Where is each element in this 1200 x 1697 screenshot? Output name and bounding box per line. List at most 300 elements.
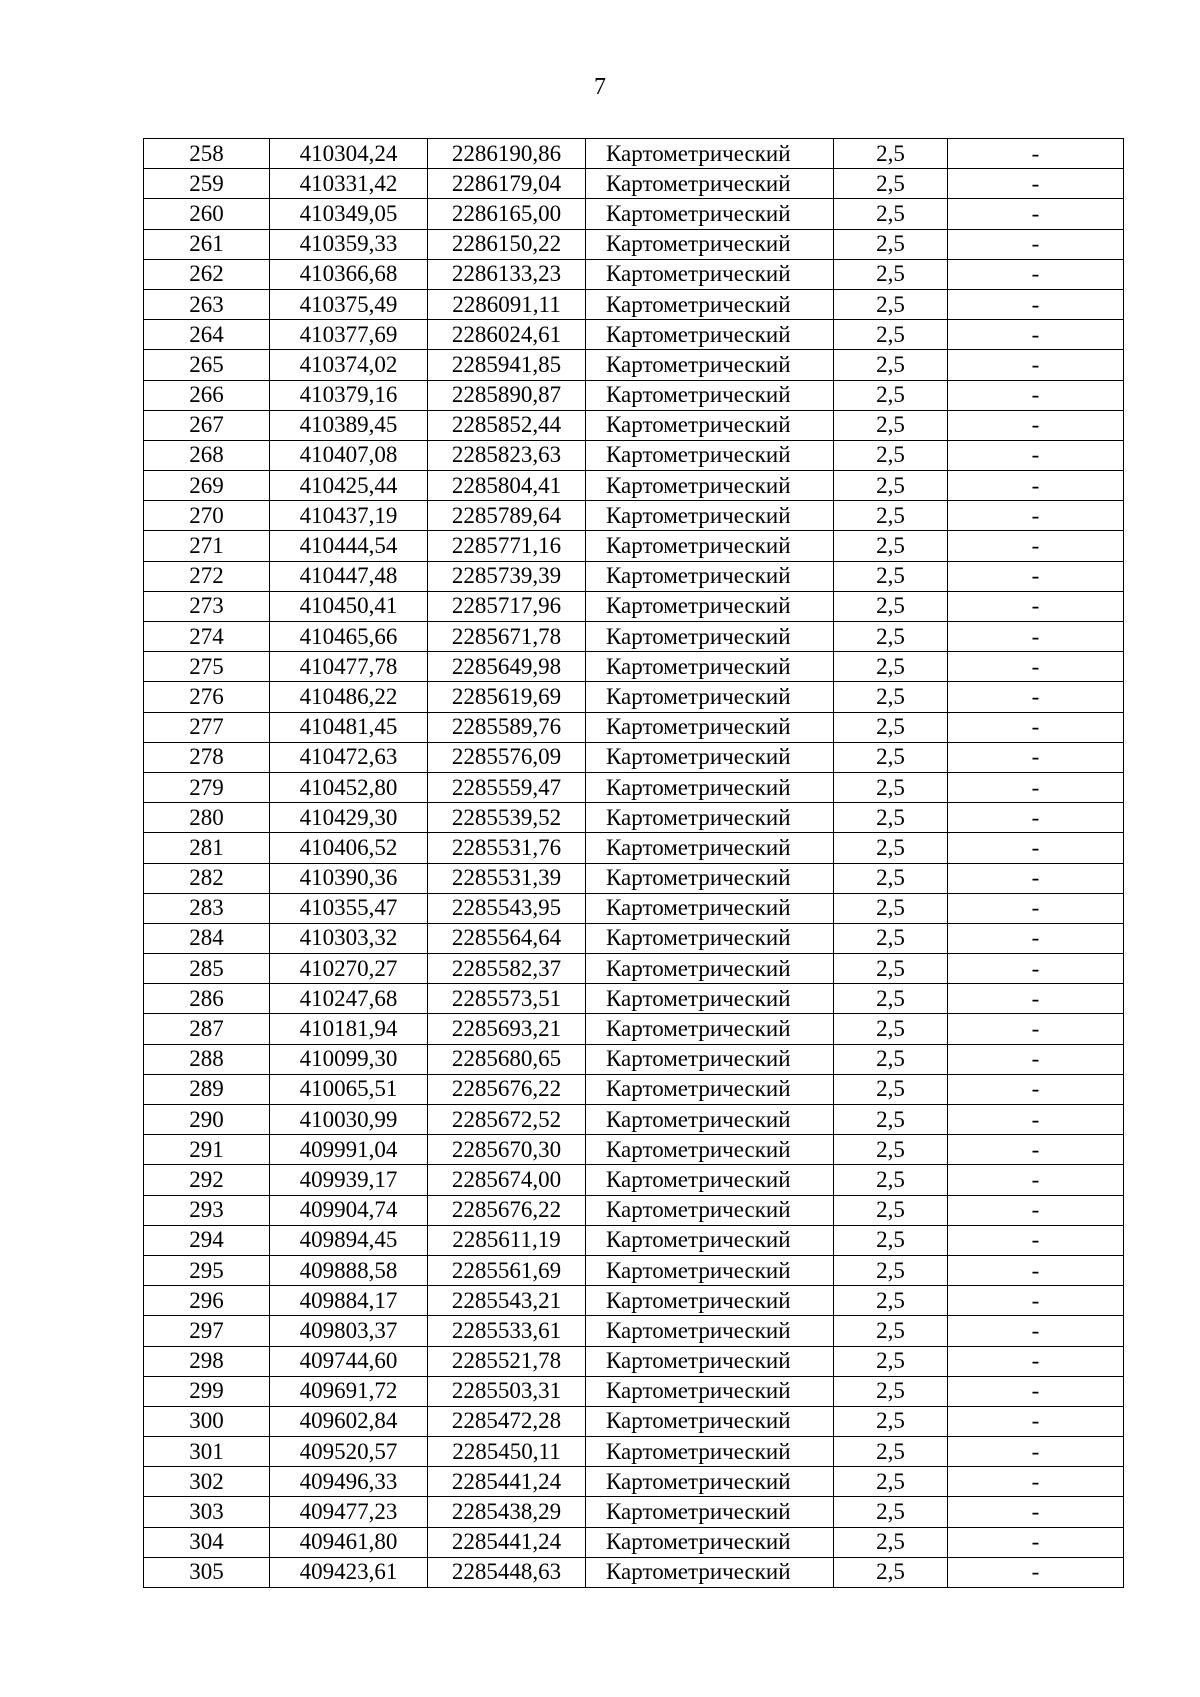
point-number-cell: 266 [144, 380, 270, 410]
point-number-cell: 303 [144, 1497, 270, 1527]
accuracy-cell: 2,5 [834, 833, 948, 863]
table-row [144, 1044, 1124, 1074]
point-number-cell: 262 [144, 259, 270, 289]
accuracy-cell: 2,5 [834, 531, 948, 561]
point-number-cell: 301 [144, 1437, 270, 1467]
x-coordinate-cell: 410465,66 [270, 622, 428, 652]
method-cell: Картометрический [586, 199, 834, 229]
point-number-cell: 296 [144, 1286, 270, 1316]
table-row [144, 1406, 1124, 1436]
accuracy-cell: 2,5 [834, 1195, 948, 1225]
point-number-cell: 268 [144, 440, 270, 470]
y-coordinate-cell: 2285438,29 [428, 1497, 586, 1527]
table-row [144, 1014, 1124, 1044]
description-cell: - [948, 440, 1124, 470]
table-row [144, 350, 1124, 380]
x-coordinate-cell: 410472,63 [270, 742, 428, 772]
accuracy-cell: 2,5 [834, 772, 948, 802]
y-coordinate-cell: 2285771,16 [428, 531, 586, 561]
description-cell: - [948, 320, 1124, 350]
x-coordinate-cell: 410377,69 [270, 320, 428, 350]
point-number-cell: 270 [144, 501, 270, 531]
description-cell: - [948, 1527, 1124, 1557]
table-row [144, 1195, 1124, 1225]
description-cell: - [948, 1286, 1124, 1316]
method-cell: Картометрический [586, 954, 834, 984]
x-coordinate-cell: 410429,30 [270, 803, 428, 833]
y-coordinate-cell: 2285619,69 [428, 682, 586, 712]
description-cell: - [948, 229, 1124, 259]
x-coordinate-cell: 410481,45 [270, 712, 428, 742]
y-coordinate-cell: 2285539,52 [428, 803, 586, 833]
x-coordinate-cell: 410406,52 [270, 833, 428, 863]
description-cell: - [948, 682, 1124, 712]
table-row [144, 1557, 1124, 1587]
accuracy-cell: 2,5 [834, 591, 948, 621]
accuracy-cell: 2,5 [834, 863, 948, 893]
point-number-cell: 261 [144, 229, 270, 259]
table-row [144, 410, 1124, 440]
description-cell: - [948, 1557, 1124, 1587]
y-coordinate-cell: 2285503,31 [428, 1376, 586, 1406]
description-cell: - [948, 591, 1124, 621]
x-coordinate-cell: 410437,19 [270, 501, 428, 531]
table-row [144, 652, 1124, 682]
y-coordinate-cell: 2286179,04 [428, 169, 586, 199]
method-cell: Картометрический [586, 169, 834, 199]
description-cell: - [948, 1316, 1124, 1346]
x-coordinate-cell: 410374,02 [270, 350, 428, 380]
method-cell: Картометрический [586, 1557, 834, 1587]
point-number-cell: 304 [144, 1527, 270, 1557]
table-body [144, 139, 1124, 1588]
accuracy-cell: 2,5 [834, 1165, 948, 1195]
table-row [144, 833, 1124, 863]
table-row [144, 1437, 1124, 1467]
method-cell: Картометрический [586, 259, 834, 289]
point-number-cell: 265 [144, 350, 270, 380]
description-cell: - [948, 139, 1124, 169]
table-row [144, 471, 1124, 501]
method-cell: Картометрический [586, 893, 834, 923]
y-coordinate-cell: 2285559,47 [428, 772, 586, 802]
point-number-cell: 305 [144, 1557, 270, 1587]
x-coordinate-cell: 410390,36 [270, 863, 428, 893]
method-cell: Картометрический [586, 1437, 834, 1467]
x-coordinate-cell: 410447,48 [270, 561, 428, 591]
point-number-cell: 285 [144, 954, 270, 984]
y-coordinate-cell: 2285890,87 [428, 380, 586, 410]
point-number-cell: 258 [144, 139, 270, 169]
table-row [144, 139, 1124, 169]
accuracy-cell: 2,5 [834, 169, 948, 199]
accuracy-cell: 2,5 [834, 1105, 948, 1135]
y-coordinate-cell: 2286165,00 [428, 199, 586, 229]
y-coordinate-cell: 2285573,51 [428, 984, 586, 1014]
point-number-cell: 269 [144, 471, 270, 501]
x-coordinate-cell: 410030,99 [270, 1105, 428, 1135]
point-number-cell: 274 [144, 622, 270, 652]
point-number-cell: 295 [144, 1255, 270, 1285]
accuracy-cell: 2,5 [834, 622, 948, 652]
description-cell: - [948, 1255, 1124, 1285]
point-number-cell: 282 [144, 863, 270, 893]
table-row [144, 561, 1124, 591]
accuracy-cell: 2,5 [834, 350, 948, 380]
y-coordinate-cell: 2286091,11 [428, 289, 586, 319]
accuracy-cell: 2,5 [834, 1467, 948, 1497]
x-coordinate-cell: 410303,32 [270, 923, 428, 953]
point-number-cell: 276 [144, 682, 270, 712]
accuracy-cell: 2,5 [834, 712, 948, 742]
description-cell: - [948, 501, 1124, 531]
table-row [144, 712, 1124, 742]
point-number-cell: 260 [144, 199, 270, 229]
accuracy-cell: 2,5 [834, 410, 948, 440]
accuracy-cell: 2,5 [834, 1557, 948, 1587]
x-coordinate-cell: 409991,04 [270, 1135, 428, 1165]
description-cell: - [948, 833, 1124, 863]
accuracy-cell: 2,5 [834, 1316, 948, 1346]
method-cell: Картометрический [586, 1044, 834, 1074]
point-number-cell: 264 [144, 320, 270, 350]
accuracy-cell: 2,5 [834, 742, 948, 772]
table-row [144, 803, 1124, 833]
table-row [144, 1376, 1124, 1406]
point-number-cell: 263 [144, 289, 270, 319]
x-coordinate-cell: 409691,72 [270, 1376, 428, 1406]
accuracy-cell: 2,5 [834, 1074, 948, 1104]
table-row [144, 1135, 1124, 1165]
description-cell: - [948, 471, 1124, 501]
method-cell: Картометрический [586, 561, 834, 591]
description-cell: - [948, 863, 1124, 893]
description-cell: - [948, 1165, 1124, 1195]
method-cell: Картометрический [586, 1346, 834, 1376]
method-cell: Картометрический [586, 1286, 834, 1316]
x-coordinate-cell: 410099,30 [270, 1044, 428, 1074]
x-coordinate-cell: 410181,94 [270, 1014, 428, 1044]
x-coordinate-cell: 410304,24 [270, 139, 428, 169]
method-cell: Картометрический [586, 1105, 834, 1135]
method-cell: Картометрический [586, 289, 834, 319]
table-row [144, 923, 1124, 953]
y-coordinate-cell: 2285576,09 [428, 742, 586, 772]
y-coordinate-cell: 2286150,22 [428, 229, 586, 259]
description-cell: - [948, 622, 1124, 652]
x-coordinate-cell: 410450,41 [270, 591, 428, 621]
method-cell: Картометрический [586, 1014, 834, 1044]
point-number-cell: 277 [144, 712, 270, 742]
description-cell: - [948, 1376, 1124, 1406]
table-row [144, 622, 1124, 652]
x-coordinate-cell: 409884,17 [270, 1286, 428, 1316]
x-coordinate-cell: 409939,17 [270, 1165, 428, 1195]
method-cell: Картометрический [586, 1376, 834, 1406]
table-row [144, 501, 1124, 531]
method-cell: Картометрический [586, 139, 834, 169]
accuracy-cell: 2,5 [834, 954, 948, 984]
table-row [144, 1346, 1124, 1376]
description-cell: - [948, 380, 1124, 410]
method-cell: Картометрический [586, 501, 834, 531]
x-coordinate-cell: 410270,27 [270, 954, 428, 984]
x-coordinate-cell: 409744,60 [270, 1346, 428, 1376]
x-coordinate-cell: 409496,33 [270, 1467, 428, 1497]
point-number-cell: 267 [144, 410, 270, 440]
y-coordinate-cell: 2285564,64 [428, 923, 586, 953]
description-cell: - [948, 742, 1124, 772]
y-coordinate-cell: 2286190,86 [428, 139, 586, 169]
x-coordinate-cell: 409888,58 [270, 1255, 428, 1285]
point-number-cell: 288 [144, 1044, 270, 1074]
accuracy-cell: 2,5 [834, 1135, 948, 1165]
point-number-cell: 281 [144, 833, 270, 863]
x-coordinate-cell: 409461,80 [270, 1527, 428, 1557]
method-cell: Картометрический [586, 1135, 834, 1165]
y-coordinate-cell: 2285531,76 [428, 833, 586, 863]
accuracy-cell: 2,5 [834, 289, 948, 319]
point-number-cell: 299 [144, 1376, 270, 1406]
table-row [144, 863, 1124, 893]
description-cell: - [948, 1467, 1124, 1497]
y-coordinate-cell: 2285671,78 [428, 622, 586, 652]
method-cell: Картометрический [586, 622, 834, 652]
x-coordinate-cell: 410349,05 [270, 199, 428, 229]
y-coordinate-cell: 2285804,41 [428, 471, 586, 501]
y-coordinate-cell: 2285672,52 [428, 1105, 586, 1135]
description-cell: - [948, 984, 1124, 1014]
y-coordinate-cell: 2285941,85 [428, 350, 586, 380]
table-row [144, 289, 1124, 319]
method-cell: Картометрический [586, 1195, 834, 1225]
table-row [144, 259, 1124, 289]
y-coordinate-cell: 2286133,23 [428, 259, 586, 289]
method-cell: Картометрический [586, 229, 834, 259]
point-number-cell: 294 [144, 1225, 270, 1255]
table-row [144, 169, 1124, 199]
description-cell: - [948, 1135, 1124, 1165]
point-number-cell: 297 [144, 1316, 270, 1346]
description-cell: - [948, 712, 1124, 742]
table-row [144, 984, 1124, 1014]
y-coordinate-cell: 2285448,63 [428, 1557, 586, 1587]
y-coordinate-cell: 2285472,28 [428, 1406, 586, 1436]
y-coordinate-cell: 2285676,22 [428, 1195, 586, 1225]
method-cell: Картометрический [586, 410, 834, 440]
method-cell: Картометрический [586, 591, 834, 621]
table-row [144, 954, 1124, 984]
accuracy-cell: 2,5 [834, 1225, 948, 1255]
point-number-cell: 293 [144, 1195, 270, 1225]
y-coordinate-cell: 2285680,65 [428, 1044, 586, 1074]
description-cell: - [948, 531, 1124, 561]
description-cell: - [948, 259, 1124, 289]
description-cell: - [948, 1195, 1124, 1225]
accuracy-cell: 2,5 [834, 259, 948, 289]
description-cell: - [948, 199, 1124, 229]
accuracy-cell: 2,5 [834, 1437, 948, 1467]
method-cell: Картометрический [586, 1316, 834, 1346]
x-coordinate-cell: 409477,23 [270, 1497, 428, 1527]
description-cell: - [948, 803, 1124, 833]
point-number-cell: 286 [144, 984, 270, 1014]
accuracy-cell: 2,5 [834, 682, 948, 712]
table-row [144, 1165, 1124, 1195]
description-cell: - [948, 1044, 1124, 1074]
x-coordinate-cell: 410425,44 [270, 471, 428, 501]
table-row [144, 1527, 1124, 1557]
accuracy-cell: 2,5 [834, 652, 948, 682]
x-coordinate-cell: 410379,16 [270, 380, 428, 410]
accuracy-cell: 2,5 [834, 320, 948, 350]
y-coordinate-cell: 2285521,78 [428, 1346, 586, 1376]
y-coordinate-cell: 2285823,63 [428, 440, 586, 470]
description-cell: - [948, 1074, 1124, 1104]
accuracy-cell: 2,5 [834, 1044, 948, 1074]
point-number-cell: 273 [144, 591, 270, 621]
y-coordinate-cell: 2285561,69 [428, 1255, 586, 1285]
table-row [144, 199, 1124, 229]
x-coordinate-cell: 409602,84 [270, 1406, 428, 1436]
x-coordinate-cell: 410355,47 [270, 893, 428, 923]
accuracy-cell: 2,5 [834, 199, 948, 229]
accuracy-cell: 2,5 [834, 1376, 948, 1406]
y-coordinate-cell: 2285674,00 [428, 1165, 586, 1195]
x-coordinate-cell: 409894,45 [270, 1225, 428, 1255]
method-cell: Картометрический [586, 833, 834, 863]
method-cell: Картометрический [586, 652, 834, 682]
y-coordinate-cell: 2285450,11 [428, 1437, 586, 1467]
coordinates-table [143, 138, 1124, 1588]
table-row [144, 1316, 1124, 1346]
description-cell: - [948, 893, 1124, 923]
method-cell: Картометрический [586, 923, 834, 953]
table-row [144, 591, 1124, 621]
point-number-cell: 283 [144, 893, 270, 923]
point-number-cell: 302 [144, 1467, 270, 1497]
table-row [144, 742, 1124, 772]
method-cell: Картометрический [586, 1074, 834, 1104]
accuracy-cell: 2,5 [834, 1014, 948, 1044]
y-coordinate-cell: 2285589,76 [428, 712, 586, 742]
point-number-cell: 290 [144, 1105, 270, 1135]
table-row [144, 229, 1124, 259]
accuracy-cell: 2,5 [834, 1286, 948, 1316]
accuracy-cell: 2,5 [834, 1527, 948, 1557]
point-number-cell: 279 [144, 772, 270, 802]
table-row [144, 1497, 1124, 1527]
accuracy-cell: 2,5 [834, 893, 948, 923]
method-cell: Картометрический [586, 1527, 834, 1557]
point-number-cell: 300 [144, 1406, 270, 1436]
accuracy-cell: 2,5 [834, 139, 948, 169]
description-cell: - [948, 289, 1124, 319]
description-cell: - [948, 1437, 1124, 1467]
x-coordinate-cell: 410331,42 [270, 169, 428, 199]
y-coordinate-cell: 2285649,98 [428, 652, 586, 682]
x-coordinate-cell: 410486,22 [270, 682, 428, 712]
accuracy-cell: 2,5 [834, 1255, 948, 1285]
description-cell: - [948, 1014, 1124, 1044]
table-row [144, 1074, 1124, 1104]
x-coordinate-cell: 410452,80 [270, 772, 428, 802]
x-coordinate-cell: 410444,54 [270, 531, 428, 561]
accuracy-cell: 2,5 [834, 229, 948, 259]
description-cell: - [948, 1346, 1124, 1376]
x-coordinate-cell: 409520,57 [270, 1437, 428, 1467]
method-cell: Картометрический [586, 1165, 834, 1195]
x-coordinate-cell: 410389,45 [270, 410, 428, 440]
y-coordinate-cell: 2285543,21 [428, 1286, 586, 1316]
table-row [144, 893, 1124, 923]
point-number-cell: 278 [144, 742, 270, 772]
method-cell: Картометрический [586, 742, 834, 772]
description-cell: - [948, 561, 1124, 591]
table-row [144, 440, 1124, 470]
accuracy-cell: 2,5 [834, 1497, 948, 1527]
y-coordinate-cell: 2285789,64 [428, 501, 586, 531]
accuracy-cell: 2,5 [834, 803, 948, 833]
table-row [144, 772, 1124, 802]
table-row [144, 1255, 1124, 1285]
point-number-cell: 259 [144, 169, 270, 199]
table-row [144, 531, 1124, 561]
method-cell: Картометрический [586, 320, 834, 350]
accuracy-cell: 2,5 [834, 471, 948, 501]
y-coordinate-cell: 2285670,30 [428, 1135, 586, 1165]
method-cell: Картометрический [586, 1497, 834, 1527]
point-number-cell: 280 [144, 803, 270, 833]
method-cell: Картометрический [586, 712, 834, 742]
accuracy-cell: 2,5 [834, 501, 948, 531]
point-number-cell: 292 [144, 1165, 270, 1195]
method-cell: Картометрический [586, 984, 834, 1014]
page-number: 7 [594, 74, 606, 100]
x-coordinate-cell: 410366,68 [270, 259, 428, 289]
y-coordinate-cell: 2285531,39 [428, 863, 586, 893]
description-cell: - [948, 410, 1124, 440]
method-cell: Картометрический [586, 1467, 834, 1497]
accuracy-cell: 2,5 [834, 561, 948, 591]
table-row [144, 1105, 1124, 1135]
point-number-cell: 289 [144, 1074, 270, 1104]
description-cell: - [948, 169, 1124, 199]
method-cell: Картометрический [586, 803, 834, 833]
y-coordinate-cell: 2286024,61 [428, 320, 586, 350]
accuracy-cell: 2,5 [834, 1406, 948, 1436]
description-cell: - [948, 1105, 1124, 1135]
y-coordinate-cell: 2285693,21 [428, 1014, 586, 1044]
x-coordinate-cell: 410247,68 [270, 984, 428, 1014]
point-number-cell: 298 [144, 1346, 270, 1376]
accuracy-cell: 2,5 [834, 984, 948, 1014]
y-coordinate-cell: 2285739,39 [428, 561, 586, 591]
method-cell: Картометрический [586, 350, 834, 380]
table-row [144, 1286, 1124, 1316]
method-cell: Картометрический [586, 772, 834, 802]
y-coordinate-cell: 2285717,96 [428, 591, 586, 621]
x-coordinate-cell: 410375,49 [270, 289, 428, 319]
x-coordinate-cell: 409803,37 [270, 1316, 428, 1346]
table-row [144, 682, 1124, 712]
y-coordinate-cell: 2285441,24 [428, 1467, 586, 1497]
description-cell: - [948, 923, 1124, 953]
y-coordinate-cell: 2285611,19 [428, 1225, 586, 1255]
point-number-cell: 284 [144, 923, 270, 953]
accuracy-cell: 2,5 [834, 440, 948, 470]
method-cell: Картометрический [586, 440, 834, 470]
